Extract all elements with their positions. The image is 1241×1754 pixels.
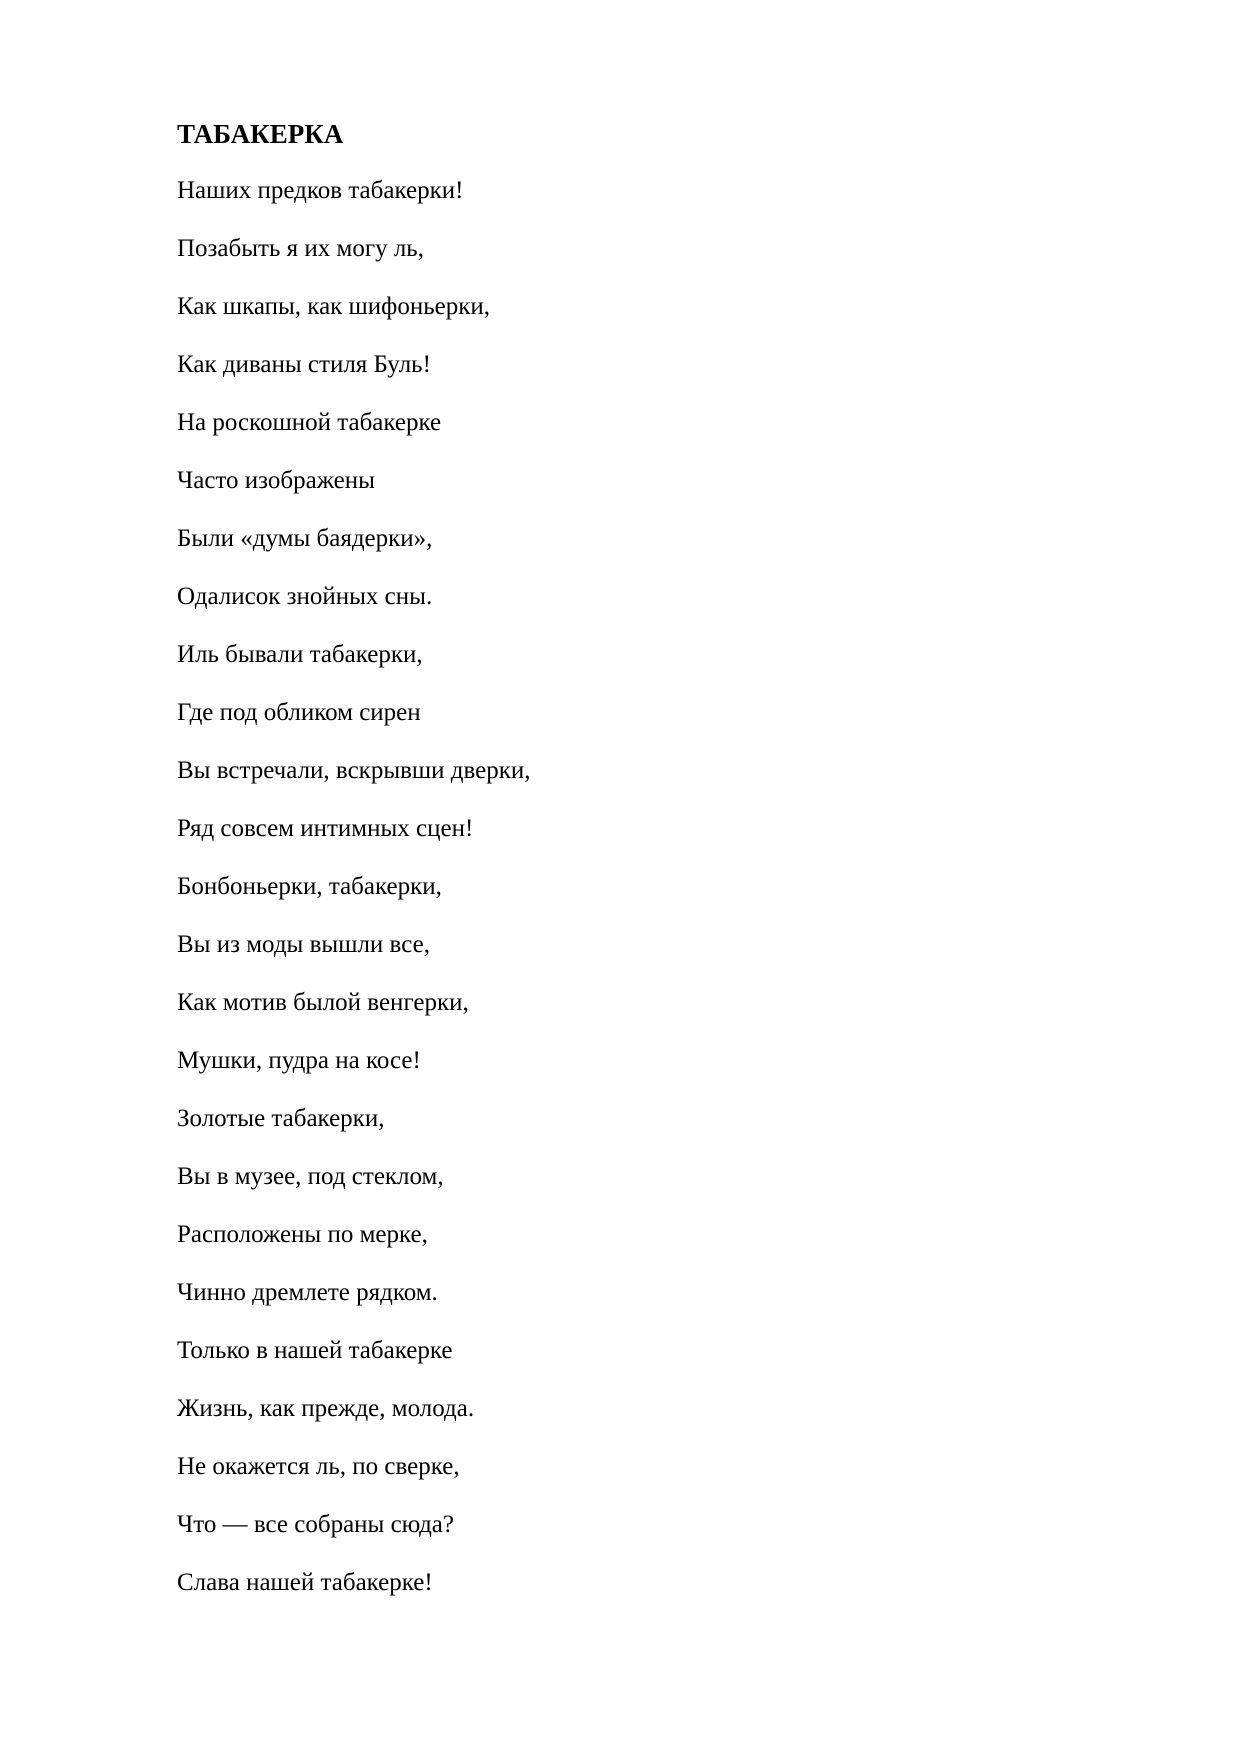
poem-line: Бонбоньерки, табакерки, xyxy=(177,873,442,900)
poem-line: Были «думы баядерки», xyxy=(177,525,433,552)
poem-lines xyxy=(177,176,531,1626)
poem-line: Вы в музее, под стеклом, xyxy=(177,1163,444,1190)
poem-line: Вы из моды вышли все, xyxy=(177,931,430,958)
poem-line: Что — все собраны сюда? xyxy=(177,1511,455,1538)
poem-line: Расположены по мерке, xyxy=(177,1221,428,1248)
poem-line: Не окажется ль, по сверке, xyxy=(177,1453,460,1480)
poem-line: Одалисок знойных сны. xyxy=(177,583,433,610)
poem-line: Иль бывали табакерки, xyxy=(177,641,423,668)
poem-line: Часто изображены xyxy=(177,467,375,494)
poem-line: Наших предков табакерки! xyxy=(177,177,464,204)
poem-line: Ряд совсем интимных сцен! xyxy=(177,815,474,842)
poem-line: Слава нашей табакерке! xyxy=(177,1569,433,1596)
poem-line: Вы встречали, вскрывши дверки, xyxy=(177,757,531,784)
poem-line: Как диваны стиля Буль! xyxy=(177,351,431,378)
poem-line: Чинно дремлете рядком. xyxy=(177,1279,438,1306)
poem-line: Как шкапы, как шифоньерки, xyxy=(177,293,491,320)
poem-line: Только в нашей табакерке xyxy=(177,1337,453,1364)
poem-line: Золотые табакерки, xyxy=(177,1105,385,1132)
poem-line: Жизнь, как прежде, молода. xyxy=(177,1395,475,1422)
poem-line: Позабыть я их могу ль, xyxy=(177,235,424,262)
poem-line: Где под обликом сирен xyxy=(177,699,421,726)
poem-line: На роскошной табакерке xyxy=(177,409,442,436)
poem-title: ТАБАКЕРКА xyxy=(177,119,344,149)
poem-line: Мушки, пудра на косе! xyxy=(177,1047,421,1074)
poem-line: Как мотив былой венгерки, xyxy=(177,989,469,1016)
poem xyxy=(177,114,1077,1596)
